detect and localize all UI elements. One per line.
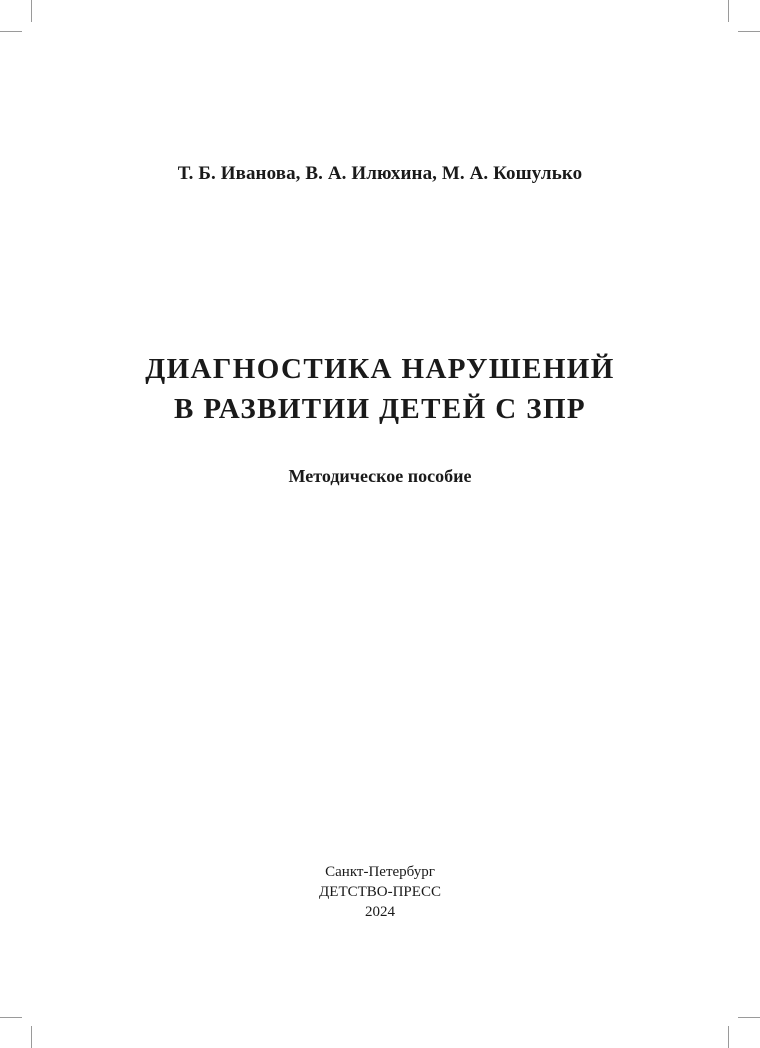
imprint: [0, 862, 760, 922]
crop-mark-bottom-left-h: [0, 1017, 22, 1018]
book-title-line-2: В РАЗВИТИИ ДЕТЕЙ С ЗПР: [173, 393, 587, 425]
crop-mark-top-right-h: [738, 31, 760, 32]
book-title-line-1: ДИАГНОСТИКА НАРУШЕНИЙ: [145, 353, 615, 385]
crop-mark-bottom-left: [31, 1026, 32, 1048]
crop-mark-bottom-right: [728, 1026, 729, 1048]
imprint-year: 2024: [365, 904, 395, 920]
crop-mark-top-left: [31, 0, 32, 22]
imprint-city: Санкт-Петербург: [325, 864, 435, 880]
book-title: [0, 349, 760, 429]
crop-mark-top-left-h: [0, 31, 22, 32]
imprint-publisher: ДЕТСТВО-ПРЕСС: [319, 884, 441, 900]
authors: Т. Б. Иванова, В. А. Илюхина, М. А. Кошулько: [177, 163, 583, 184]
crop-mark-bottom-right-h: [738, 1017, 760, 1018]
crop-mark-top-right: [728, 0, 729, 22]
book-subtitle: Методическое пособие: [288, 466, 472, 486]
